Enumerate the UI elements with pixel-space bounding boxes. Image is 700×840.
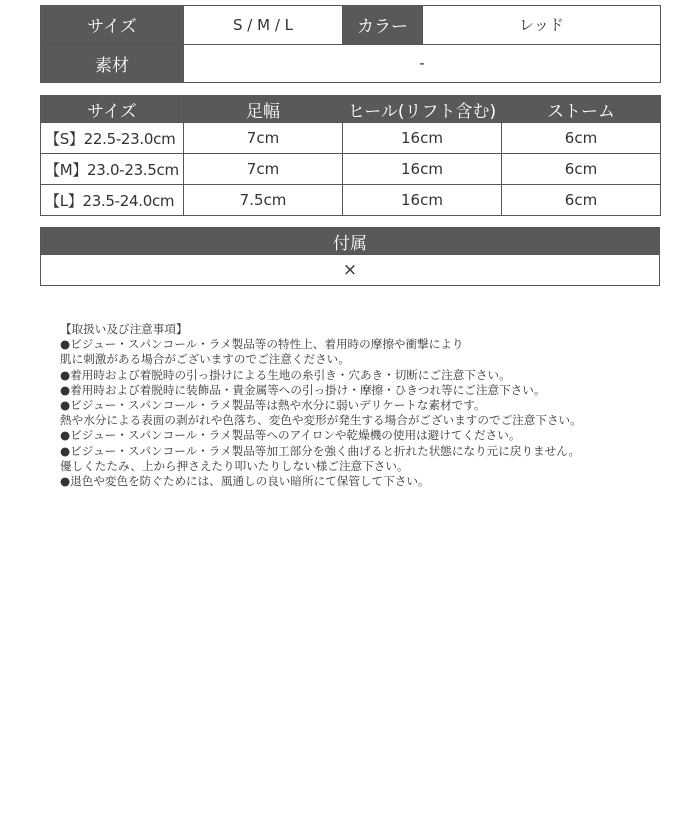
platform-cell: 6cm bbox=[502, 154, 661, 185]
care-notes bbox=[60, 322, 680, 489]
info-row-size-color bbox=[41, 6, 661, 45]
size-value: S / M / L bbox=[184, 6, 343, 45]
foot-width-cell: 7cm bbox=[184, 123, 343, 154]
care-note-line: 熱や水分による表面の剥がれや色落ち、変色や変形が発生する場合がございますのでご注意下さい。 bbox=[60, 413, 582, 428]
size-chart-header-row bbox=[41, 96, 661, 123]
care-note-line: 肌に刺激がある場合がございますのでご注意ください。 bbox=[60, 352, 350, 367]
product-info-table bbox=[40, 5, 661, 83]
info-row-material bbox=[41, 44, 661, 83]
care-note-line: ●着用時および着脱時の引っ掛けによる生地の糸引き・穴あき・切断にご注意下さい。 bbox=[60, 367, 511, 382]
heel-column-header: ヒール(リフト含む) bbox=[343, 96, 502, 123]
care-note-line: ●退色や変色を防ぐためには、風通しの良い暗所にて保管して下さい。 bbox=[60, 474, 430, 489]
care-note-line: ●ビジュー・スパンコール・ラメ製品等の特性上、着用時の摩擦や衝撃により bbox=[60, 337, 464, 352]
color-label: カラー bbox=[343, 6, 423, 45]
size-column-header: サイズ bbox=[41, 96, 184, 123]
accessories-header-row bbox=[41, 228, 660, 255]
size-cell: 【S】22.5-23.0cm bbox=[41, 123, 184, 154]
care-note-line: ●ビジュー・スパンコール・ラメ製品等へのアイロンや乾燥機の使用は避けてください。 bbox=[60, 428, 521, 443]
accessories-value: × bbox=[41, 255, 660, 286]
size-chart-table bbox=[40, 95, 661, 216]
size-cell: 【M】23.0-23.5cm bbox=[41, 154, 184, 185]
accessories-value-row bbox=[41, 255, 660, 286]
care-note-line: 優しくたたみ、上から押さえたり叩いたりしない様ご注意下さい。 bbox=[60, 458, 409, 473]
care-notes-heading: 【取扱い及び注意事項】 bbox=[60, 322, 188, 336]
table-row bbox=[41, 185, 661, 216]
heel-cell: 16cm bbox=[343, 123, 502, 154]
size-cell: 【L】23.5-24.0cm bbox=[41, 185, 184, 216]
platform-cell: 6cm bbox=[502, 123, 661, 154]
size-label: サイズ bbox=[41, 6, 184, 45]
care-note-line: ●着用時および着脱時に装飾品・貴金属等への引っ掛け・摩擦・ひきつれ等にご注意下さい。 bbox=[60, 382, 546, 397]
accessories-table bbox=[40, 227, 660, 286]
color-value: レッド bbox=[423, 6, 661, 45]
heel-cell: 16cm bbox=[343, 154, 502, 185]
foot-width-cell: 7.5cm bbox=[184, 185, 343, 216]
foot-width-column-header: 足幅 bbox=[184, 96, 343, 123]
material-label: 素材 bbox=[41, 44, 184, 83]
care-note-line: ●ビジュー・スパンコール・ラメ製品等加工部分を強く曲げると折れた状態になり元に戻りません。 bbox=[60, 443, 581, 458]
platform-cell: 6cm bbox=[502, 185, 661, 216]
accessories-header: 付属 bbox=[41, 228, 660, 255]
material-value: - bbox=[184, 44, 661, 83]
table-row bbox=[41, 154, 661, 185]
care-note-line: ●ビジュー・スパンコール・ラメ製品等は熱や水分に弱いデリケートな素材です。 bbox=[60, 398, 486, 413]
table-row bbox=[41, 123, 661, 154]
platform-column-header: ストーム bbox=[502, 96, 661, 123]
foot-width-cell: 7cm bbox=[184, 154, 343, 185]
heel-cell: 16cm bbox=[343, 185, 502, 216]
